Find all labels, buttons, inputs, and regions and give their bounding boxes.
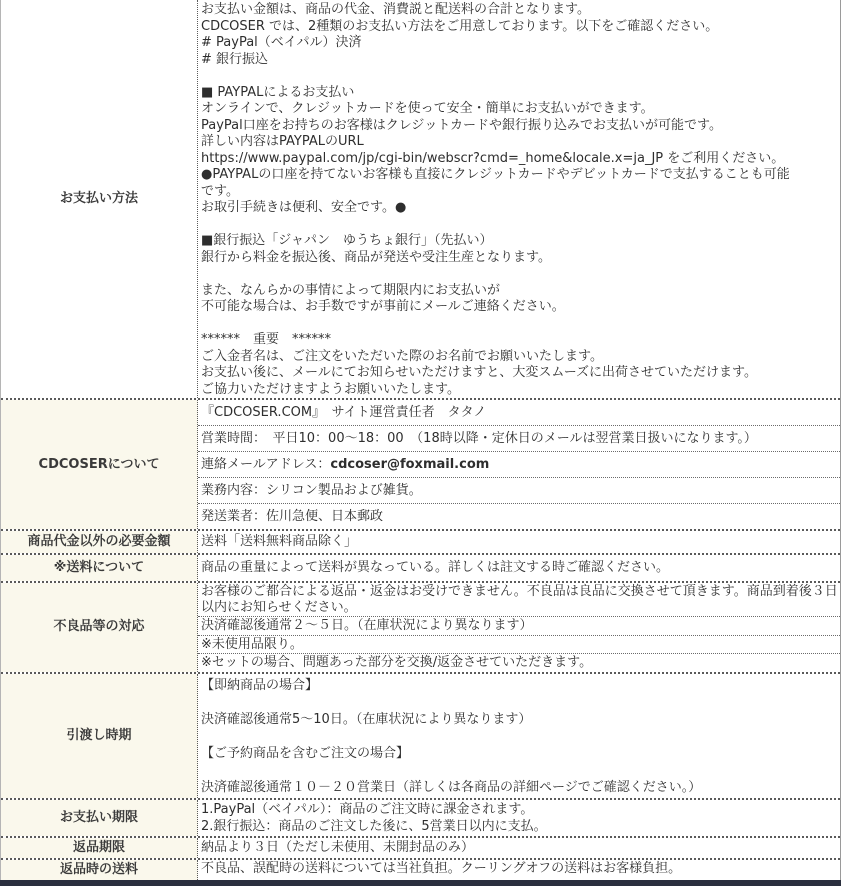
text-line: お取引手続きは便利、安全です。● [201, 200, 407, 215]
email-label: 連絡メールアドレス： [201, 457, 331, 472]
defective-items-content [198, 583, 840, 672]
about-content [198, 400, 840, 529]
defective-processing-line: 決済確認後通常２～５日。（在庫状況により異なります） [198, 617, 840, 636]
text-line: です。 [201, 183, 239, 199]
payment-method-label [1, 0, 198, 398]
text-line: https://www.paypal.com/jp/cgi-bin/webscr?cmd=_home&locale.x=ja_JP をご利用ください。 [201, 150, 785, 166]
delivery-time-label [1, 674, 198, 798]
text-line [201, 694, 838, 711]
row-shipping-note [1, 553, 840, 581]
text-line [201, 217, 838, 234]
row-return-shipping [1, 858, 840, 880]
row-extra-fees [1, 529, 840, 553]
text-line: PayPal口座をお持ちのお客様はクレジットカードや銀行振り込みでお支払いが可能です。 [201, 117, 722, 133]
row-label-text: 商品代金以外の必要金額 [27, 534, 171, 549]
text-line: 銀行から料金を振込後、商品が発送や受注生産となります。 [201, 249, 551, 265]
text-line [201, 316, 838, 333]
text-line: 詳しい内容はPAYPALのURL [201, 134, 364, 149]
return-shipping-text: 不良品、誤配時の送料については当社負担。クーリングオフの送料はお客様負担。 [201, 860, 682, 876]
defective-items-label [1, 583, 198, 672]
return-deadline-label [1, 838, 198, 858]
text-line: # 銀行振込 [201, 51, 269, 67]
defective-set-line: ※セットの場合、問題あった部分を交換/返金させていただきます。 [201, 655, 593, 670]
text-line [201, 728, 838, 745]
row-payment-method [1, 0, 840, 398]
shipping-note-label [1, 555, 198, 581]
extra-fees-content [198, 531, 840, 553]
text-line [201, 68, 838, 85]
text-line: 決済確認後通常１０－２０営業日（詳しくは各商品の詳細ページでご確認ください。） [201, 779, 702, 795]
shipping-note-content [198, 555, 840, 581]
defective-unused-line: ※未使用品限り。 [198, 636, 840, 655]
footer-divider-bar [0, 880, 841, 886]
text-line: CDCOSER では、2種類のお支払い方法をご用意しております。以下をご確認ください。 [201, 18, 719, 34]
about-label [1, 400, 198, 529]
about-shipper-line: 発送業者：佐川急便、日本郵政 [201, 509, 384, 524]
shipping-note-text: 商品の重量によって送料が異なっている。詳しくは註文する時ご確認ください。 [201, 560, 670, 575]
text-line: ****** 重要 ****** [201, 332, 332, 347]
extra-fees-text: 送料「送料無料商品除く」 [201, 534, 358, 549]
text-line: ■銀行振込「ジャパン ゆうちょ銀行」（先払い） [201, 233, 493, 248]
text-line: 【ご予約商品を含むご注文の場合】 [201, 745, 410, 761]
defective-policy-line: お客様のご都合による返品・返金はお受けできません。不良品は良品に交換させて頂きます。商品到着後３日以内にお知らせください。 [198, 583, 840, 617]
text-line [201, 762, 838, 779]
row-label-text: お支払い期限 [59, 809, 138, 825]
text-line: 決済確認後通常5～10日。（在庫状況により異なります） [201, 711, 532, 727]
payment-method-content [198, 0, 840, 398]
text-line: # PayPal（ベイパル）決済 [201, 35, 362, 50]
return-shipping-label [1, 860, 198, 880]
text-line: 1.PayPal（ベイパル）：商品のご注文時に課金されます。 [201, 801, 534, 817]
about-email-line [198, 452, 840, 478]
text-line: ご入金者名は、ご注文をいただいた際のお名前でお願いいたします。 [201, 348, 603, 364]
row-label-text: お支払い方法 [59, 191, 138, 206]
about-business-line: 業務内容：シリコン製品および雑貨。 [198, 478, 840, 504]
text-line: ●PAYPALの口座を持てないお客様も直接にクレジットカードやデビットカードで支払することも可能 [201, 167, 790, 182]
text-line [201, 266, 838, 283]
row-payment-deadline [1, 798, 840, 836]
row-defective-items [1, 581, 840, 672]
delivery-time-content [198, 674, 840, 798]
text-line: ■ PAYPALによるお支払い [201, 84, 355, 100]
row-delivery-time [1, 672, 840, 798]
payment-deadline-label [1, 800, 198, 836]
row-label-text: 返品期限 [72, 839, 125, 855]
text-line: 【即納商品の場合】 [201, 677, 319, 693]
extra-fees-label [1, 531, 198, 553]
row-label-text: 引渡し時期 [66, 727, 132, 743]
row-return-deadline [1, 836, 840, 858]
text-line: オンラインで、クレジットカードを使って安全・簡単にお支払いができます。 [201, 101, 654, 116]
payment-deadline-content [198, 800, 840, 836]
return-shipping-content [198, 860, 840, 880]
about-hours-line: 営業時間： 平日10：00～18：00 （18時以降・定休日のメールは翌営業日扱いになります。） [198, 426, 840, 452]
row-label-text: ※送料について [53, 560, 145, 575]
row-label-text: 不良品等の対応 [53, 619, 145, 635]
text-line: 不可能な場合は、お手数ですが事前にメールご連絡ください。 [201, 299, 565, 314]
row-label-text: 返品時の送料 [59, 861, 138, 877]
return-deadline-text: 納品より３日（ただし未使用、未開封品のみ） [201, 839, 475, 855]
row-about [1, 398, 840, 529]
text-line: また、なんらかの事情によって期限内にお支払いが [201, 282, 501, 298]
contact-email: cdcoser@foxmail.com [330, 457, 490, 472]
text-line: お支払い金額は、商品の代金、消費説と配送料の合計となります。 [201, 2, 590, 17]
row-label-text: CDCOSERについて [38, 456, 160, 472]
text-line: 2.銀行振込：商品のご注文した後に、5営業日以内に支払。 [201, 818, 547, 834]
return-deadline-content [198, 838, 840, 858]
text-line: お支払い後に、メールにてお知らせいただけますと、大変スムーズに出荷させていただけます。 [201, 365, 758, 380]
about-site-line: 『CDCOSER.COM』 サイト運営責任者 タタノ [198, 400, 840, 426]
text-line: ご協力いただけますようお願いいたします。 [201, 381, 460, 397]
